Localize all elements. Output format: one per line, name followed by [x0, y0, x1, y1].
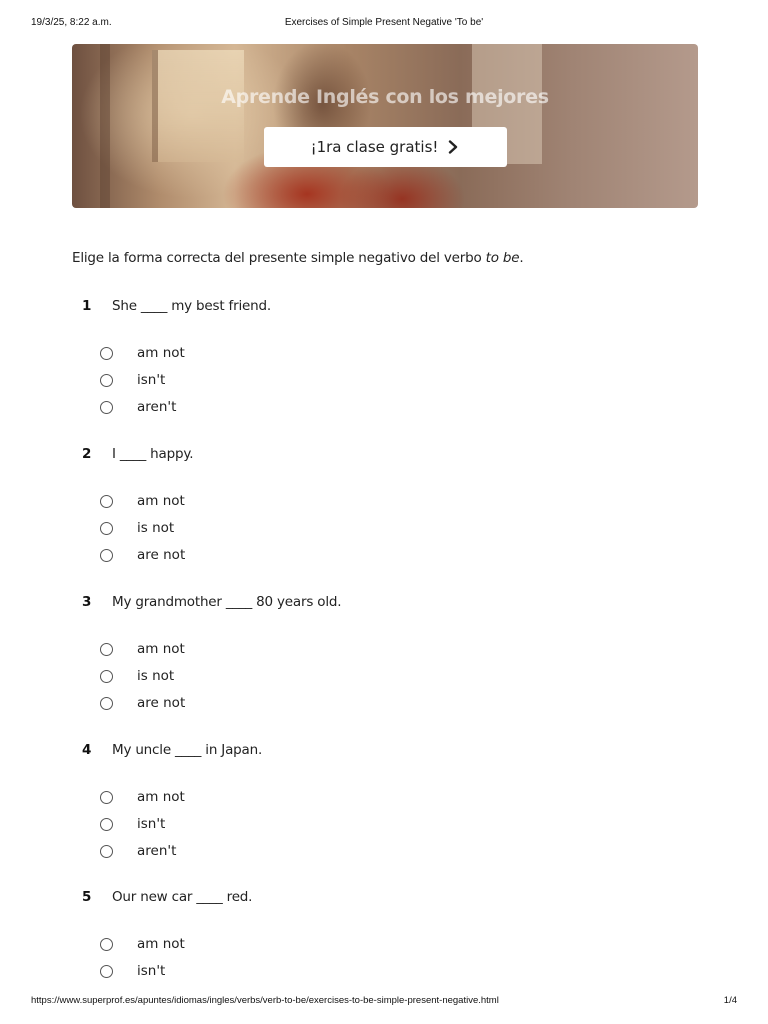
option-label[interactable]: isn't	[137, 963, 166, 979]
page-number: 1/4	[723, 995, 737, 1006]
radio-button[interactable]	[100, 347, 113, 360]
answer-option[interactable]	[100, 371, 166, 389]
question-text: My grandmother ____ 80 years old.	[112, 594, 342, 610]
option-label[interactable]: isn't	[137, 372, 166, 388]
answer-option[interactable]	[100, 546, 186, 564]
promo-banner[interactable]	[72, 44, 698, 208]
print-page-title: Exercises of Simple Present Negative 'To be'	[284, 17, 484, 28]
answer-option[interactable]	[100, 519, 175, 537]
question-number: 4	[82, 742, 92, 758]
instructions-verb: to be	[485, 250, 520, 266]
radio-button[interactable]	[100, 938, 113, 951]
answer-option[interactable]	[100, 815, 166, 833]
radio-button[interactable]	[100, 401, 113, 414]
answer-option[interactable]	[100, 640, 185, 658]
instructions-text: Elige la forma correcta del presente simple negativo del verbo	[72, 250, 486, 266]
exercise-instructions	[72, 250, 523, 266]
print-date: 19/3/25, 8:22 a.m.	[31, 17, 112, 28]
option-label[interactable]: isn't	[137, 816, 166, 832]
answer-option[interactable]	[100, 667, 175, 685]
chevron-right-icon	[446, 140, 460, 154]
radio-button[interactable]	[100, 845, 113, 858]
print-url: https://www.superprof.es/apuntes/idiomas/ingles/verbs/verb-to-be/exercises-to-be-simple-present-negative.html	[31, 995, 499, 1006]
answer-option[interactable]	[100, 398, 177, 416]
radio-button[interactable]	[100, 522, 113, 535]
free-class-button-label: ¡1ra clase gratis!	[310, 138, 439, 156]
instructions-end: .	[519, 250, 524, 266]
radio-button[interactable]	[100, 791, 113, 804]
option-label[interactable]: am not	[137, 936, 185, 952]
answer-option[interactable]	[100, 492, 185, 510]
question-number: 2	[82, 446, 92, 462]
option-label[interactable]: aren't	[137, 399, 177, 415]
option-label[interactable]: am not	[137, 345, 185, 361]
answer-option[interactable]	[100, 935, 185, 953]
question-text: I ____ happy.	[112, 446, 194, 462]
question-text: She ____ my best friend.	[112, 298, 271, 314]
option-label[interactable]: am not	[137, 493, 185, 509]
radio-button[interactable]	[100, 495, 113, 508]
option-label[interactable]: are not	[137, 547, 186, 563]
option-label[interactable]: aren't	[137, 843, 177, 859]
question-number: 5	[82, 889, 92, 905]
question-number: 3	[82, 594, 92, 610]
radio-button[interactable]	[100, 643, 113, 656]
print-header	[31, 17, 737, 31]
radio-button[interactable]	[100, 670, 113, 683]
answer-option[interactable]	[100, 788, 185, 806]
banner-tagline: Aprende Inglés con los mejores	[221, 86, 549, 108]
option-label[interactable]: am not	[137, 789, 185, 805]
question-number: 1	[82, 298, 92, 314]
answer-option[interactable]	[100, 962, 166, 980]
option-label[interactable]: am not	[137, 641, 185, 657]
banner-photo-frame	[100, 44, 110, 208]
radio-button[interactable]	[100, 697, 113, 710]
radio-button[interactable]	[100, 965, 113, 978]
question-text: My uncle ____ in Japan.	[112, 742, 263, 758]
radio-button[interactable]	[100, 374, 113, 387]
answer-option[interactable]	[100, 842, 177, 860]
free-class-button[interactable]	[264, 127, 507, 167]
answer-option[interactable]	[100, 694, 186, 712]
option-label[interactable]: are not	[137, 695, 186, 711]
print-footer	[31, 995, 737, 1009]
option-label[interactable]: is not	[137, 520, 175, 536]
radio-button[interactable]	[100, 818, 113, 831]
radio-button[interactable]	[100, 549, 113, 562]
answer-option[interactable]	[100, 344, 185, 362]
question-text: Our new car ____ red.	[112, 889, 253, 905]
option-label[interactable]: is not	[137, 668, 175, 684]
